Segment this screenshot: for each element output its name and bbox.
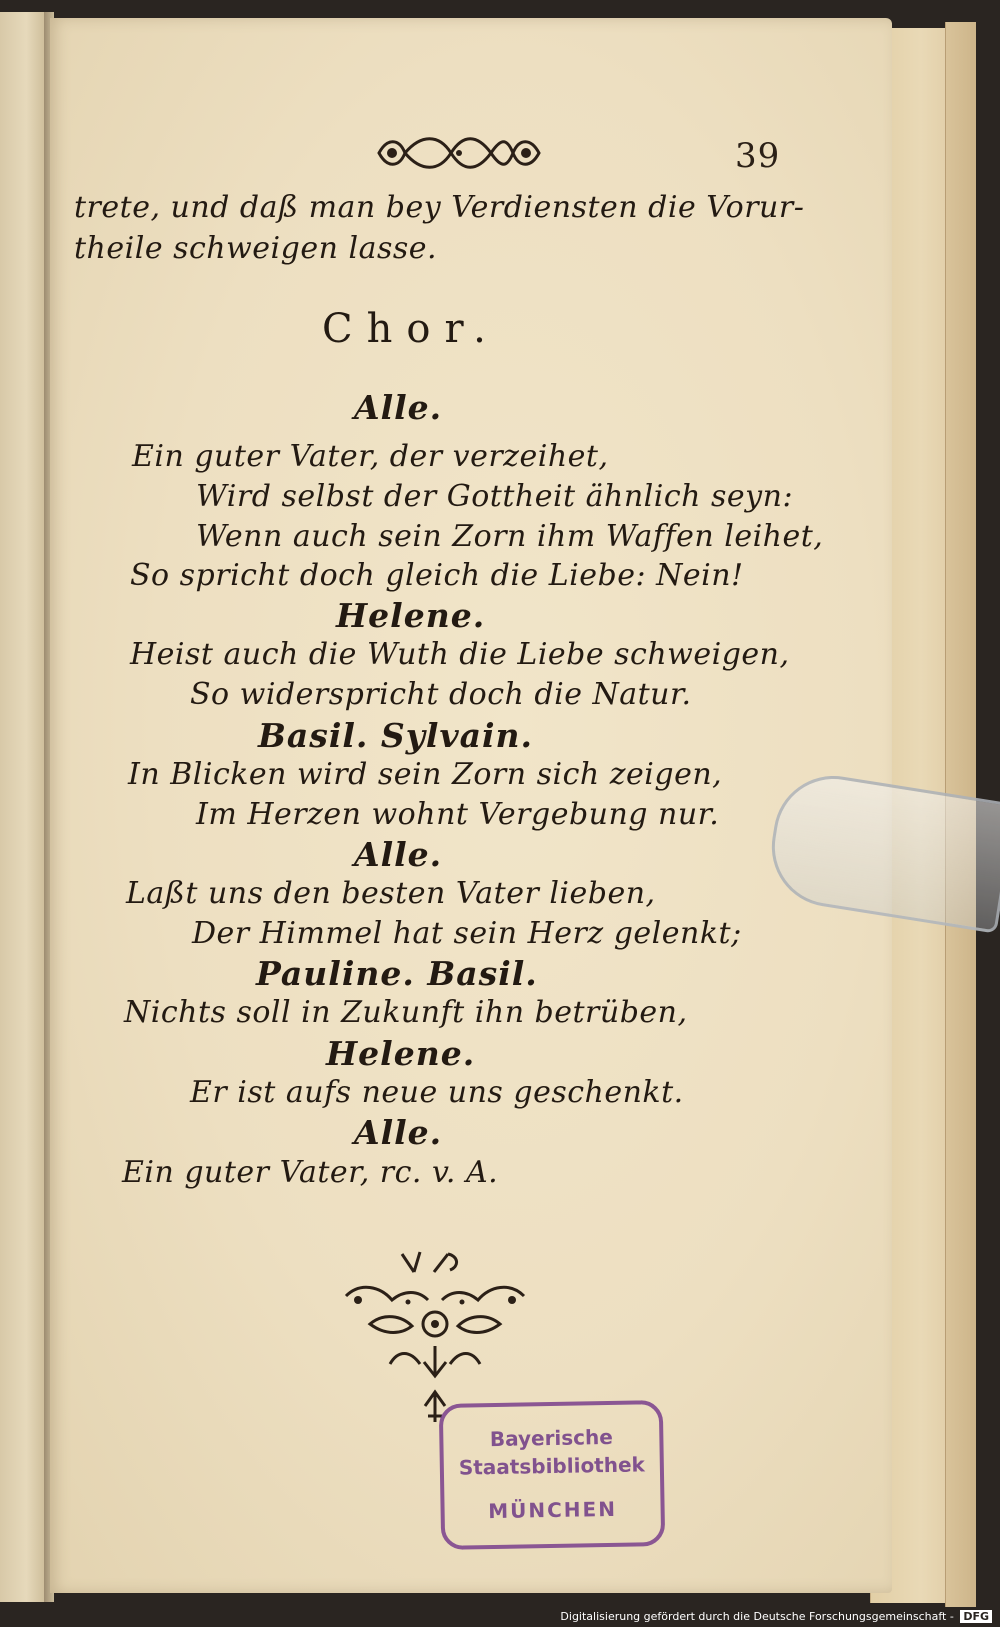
prose-line: trete, und daß man bey Verdiensten die Vorur- bbox=[74, 190, 805, 225]
speaker-label: Helene. bbox=[336, 596, 486, 635]
prose-line: theile schweigen lasse. bbox=[74, 231, 438, 266]
footer-text: Digitalisierung gefördert durch die Deutsche Forschungsgemeinschaft - bbox=[560, 1610, 954, 1623]
speaker-label: Alle. bbox=[354, 388, 443, 427]
verse-line: Ein guter Vater, der verzeihet, bbox=[132, 439, 609, 474]
page-number: 39 bbox=[735, 136, 781, 176]
speaker-label: Helene. bbox=[326, 1034, 476, 1073]
stamp-line: MÜNCHEN bbox=[488, 1496, 618, 1524]
verse-line: Im Herzen wohnt Vergebung nur. bbox=[196, 797, 720, 832]
verse-line: Laßt uns den besten Vater lieben, bbox=[126, 876, 656, 911]
verse-line: Wird selbst der Gottheit ähnlich seyn: bbox=[196, 479, 794, 514]
stamp-line: Staatsbibliothek bbox=[458, 1452, 646, 1480]
verse-line: Ein guter Vater, rc. v. A. bbox=[122, 1155, 499, 1190]
speaker-label: Alle. bbox=[354, 1113, 443, 1152]
library-stamp bbox=[439, 1400, 666, 1550]
stamp-line: Bayerische bbox=[489, 1424, 614, 1452]
verse-line: Wenn auch sein Zorn ihm Waffen leihet, bbox=[196, 519, 824, 554]
speaker-label: Alle. bbox=[354, 835, 443, 874]
verse-line: Er ist aufs neue uns geschenkt. bbox=[190, 1075, 684, 1110]
verse-line: So widerspricht doch die Natur. bbox=[190, 677, 692, 712]
speaker-label: Pauline. Basil. bbox=[256, 954, 538, 993]
verse-line: Der Himmel hat sein Herz gelenkt; bbox=[192, 916, 742, 951]
dfg-logo: DFG bbox=[960, 1610, 992, 1623]
section-heading: Chor. bbox=[322, 306, 500, 352]
footer-credit bbox=[560, 1610, 992, 1623]
speaker-label: Basil. Sylvain. bbox=[258, 716, 534, 755]
book-page bbox=[50, 18, 892, 1593]
previous-page-edge bbox=[0, 12, 46, 1602]
verse-line: Nichts soll in Zukunft ihn betrüben, bbox=[124, 995, 688, 1030]
verse-line: In Blicken wird sein Zorn sich zeigen, bbox=[128, 757, 723, 792]
verse-line: So spricht doch gleich die Liebe: Nein! bbox=[130, 558, 744, 593]
verse-line: Heist auch die Wuth die Liebe schweigen, bbox=[130, 637, 790, 672]
